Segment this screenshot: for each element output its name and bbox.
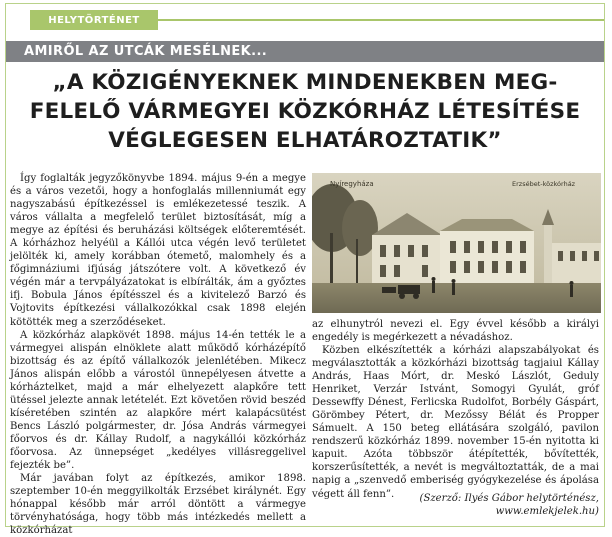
paragraph: Így foglalták jegyzőkönyvbe 1894. május 9-én a megye és a város vezetői, hogy a honfoglalás millenniumát egy nagyszabású építkezéssel is emlékezetessé teszik. A város vállalta a megfelelő terület biztosítását, míg a megye az építési és beruházási költségek előteremtését. A kórházhoz helyéül a Kállói utca végén levő területet jelölték ki, amely korábban ótemető, malomhely és a főgimnáziumi ifjúság játszótere volt. A következő év végén már a tervpályázatokat is elbírálták, ám a győztes ifj. Bobula János építésszel és a kivitelező Barzó és Vojtovits építkezési vállalkozókkal csak 1898 elején kötötték meg a szerződéseket.: [10, 173, 306, 328]
credit-link: www.emlekjelek.hu): [495, 506, 599, 518]
series-title-bar: AMIRŐL AZ UTCÁK MESÉLNEK...: [6, 41, 604, 62]
right-column-continuation: [312, 318, 599, 344]
author-credit: [312, 492, 599, 518]
headline: „A KÖZIGÉNYEKNEK MINDENEKBEN MEG-FELELŐ VÁRMEGYEI KÖZKÓRHÁZ LÉTESÍTÉSE VÉGLEGESEN ELHATÁROZTATIK”: [29, 70, 581, 153]
hospital-photo-drawing: [312, 173, 601, 313]
credit-line: (Szerző: Ilyés Gábor helytörténész,: [419, 493, 599, 504]
right-column: [312, 344, 599, 501]
left-column: [10, 172, 306, 537]
paragraph: Közben elkészítették a kórházi alapszabályokat és megválasztották a közkórházi bizottság tagjaiul Kállay András, Haas Mórt, dr. Meskó Lászlót, Geduly Henriket, Verzár Istvánt, Somogyi Gyulát, gróf Dessewffy Dénest, Ferlicska Rudolfot, Borbély Gáspárt, Görömbey Pétert, dr. Mezőssy Bélát és Propper Sámuelt. A 150 beteg ellátására szolgáló, pavilon rendszerű közkórház 1899. november 15-én nyitotta ki kapuit. Azóta többször átépítették, bővítették, korszerűsítették, a nevét is megváltoztatták, de a mai napig a „szenvedő emberiség gyógykezelése és ápolása végett áll fenn”.: [312, 345, 599, 500]
section-tag: HELYTÖRTÉNET: [30, 10, 158, 30]
paragraph: Már javában folyt az építkezés, amikor 1898. szeptember 10-én meggyilkolták Erzsébet királynét. Egy hónappal később már arról döntött a vármegye törvényhatósága, hogy több más intézkedés mellett a közkórházat: [10, 473, 306, 537]
paragraph: az elhunytról nevezi el. Egy évvel később a királyi engedély is megérkezett a névadáshoz.: [312, 319, 599, 344]
paragraph: A közkórház alapkövét 1898. május 14-én tették le a vármegyei alispán elnöklete alatt működő kórházépítő bizottság és az építő vállalkozók jelenlétében. Mikecz János alispán előbb a várostól ünnepélyesen átvette a kórháztelket, majd a már elhelyezett alapkőre tett ütéssel jelezte annak letételét. Ezt követően rövid beszéd kíséretében szintén az alapkőre mért kalapácsütést Bencs László polgármester, dr. Jósa András vármegyei főorvos és dr. Kállay Rudolf, a nagykállói közkórház főorvosa. Az ünnepséget „kedélyes villásreggelivel fejezték be”.: [10, 329, 306, 472]
photo-label-left: Nyíregyháza: [330, 180, 374, 188]
section-rule: [158, 19, 604, 21]
photo-label-right: Erzsébet-közkórház: [512, 180, 576, 188]
historic-hospital-photo: [312, 173, 601, 313]
